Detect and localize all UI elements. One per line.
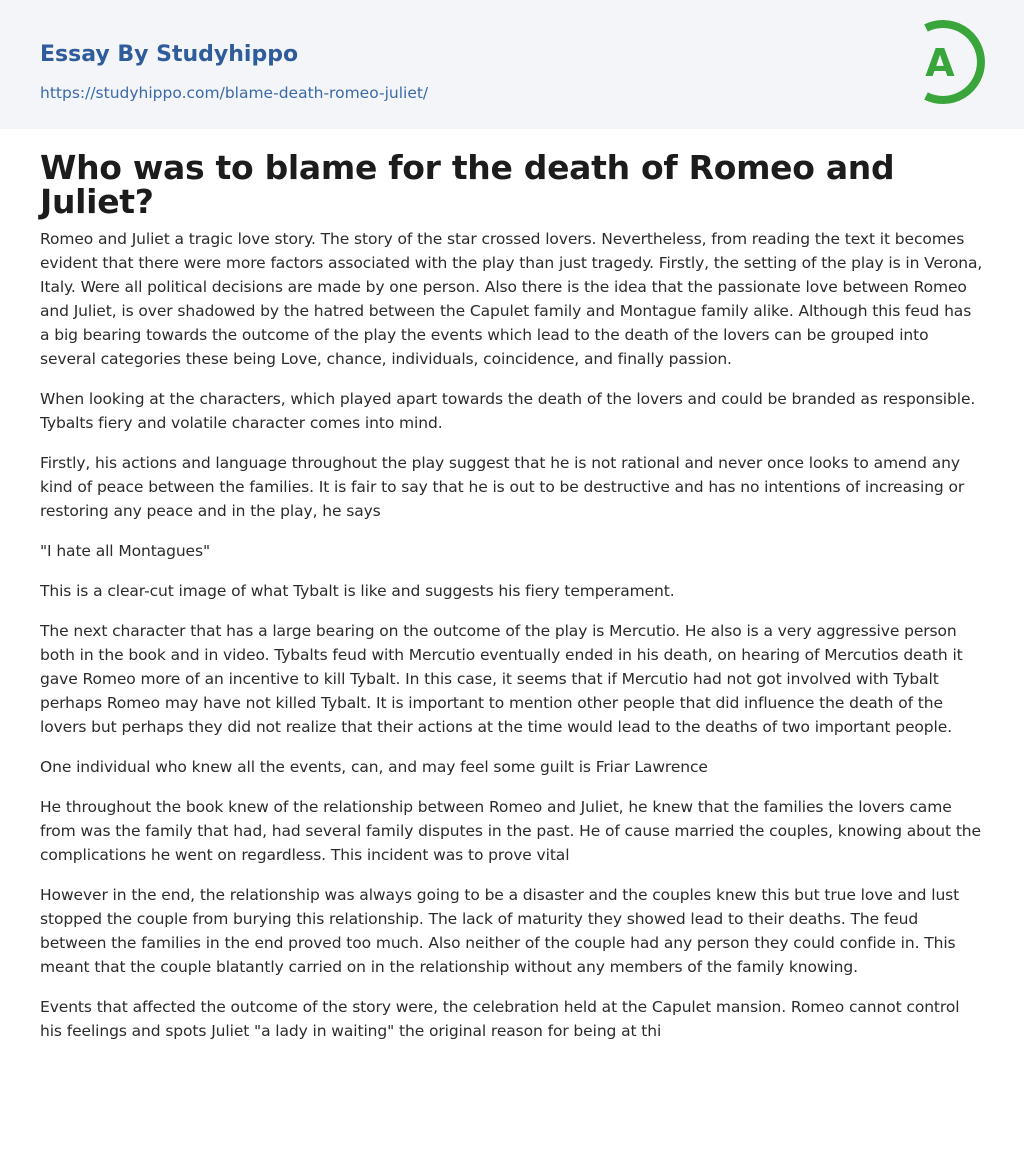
paragraph: This is a clear-cut image of what Tybalt is like and suggests his fiery temperament. [40,582,675,600]
quote-paragraph: "I hate all Montagues" [40,542,210,560]
article [0,148,1024,1043]
page-header [0,0,1024,129]
brand-title: Essay By Studyhippo [40,42,299,67]
paragraph: When looking at the characters, which played apart towards the death of the lovers and could be branded as responsible. Tybalts fiery and volatile character comes into mind. [40,390,976,432]
article-title: Who was to blame for the death of Romeo and Juliet? [40,148,895,221]
logo-letter: A [925,41,955,85]
paragraph: Events that affected the outcome of the story were, the celebration held at the Capulet mansion. Romeo cannot control his feelings and spots Juliet "a lady in waiting" the original reason for being at thi [40,998,960,1040]
paragraph: One individual who knew all the events, can, and may feel some guilt is Friar Lawrence [40,758,708,776]
paragraph: However in the end, the relationship was always going to be a disaster and the couples knew this but true love and lust stopped the couple from burying this relationship. The lack of maturity they showed lead to their deaths. The feud between the families in the end proved too much. Also neither of the couple had any person they could confide in. This meant that the couple blatantly carried on in the relationship without any members of the family knowing. [40,886,960,976]
paragraph: Firstly, his actions and language throughout the play suggest that he is not rational and never once looks to amend any kind of peace between the families. It is fair to say that he is out to be destructive and has no intentions of increasing or restoring any peace and in the play, he says [40,454,965,520]
paragraph: He throughout the book knew of the relationship between Romeo and Juliet, he knew that the families the lovers came from was the family that had, had several family disputes in the past. He of cause married the couples, knowing about the complications he went on regardless. This incident was to prove vital [40,798,981,864]
studyhippo-logo-icon[interactable] [912,18,988,106]
paragraph: Romeo and Juliet a tragic love story. The story of the star crossed lovers. Nevertheless, from reading the text it becomes evident that there were more factors associated with the play than just tragedy. Firstly, the setting of the play is in Verona, Italy. Were all political decisions are made by one person. Also there is the idea that the passionate love between Romeo and Juliet, is over shadowed by the hatred between the Capulet family and Montague family alike. Although this feud has a big bearing towards the outcome of the play the events which lead to the death of the lovers can be grouped into several categories these being Love, chance, individuals, coincidence, and finally passion. [40,230,983,368]
paragraph: The next character that has a large bearing on the outcome of the play is Mercutio. He also is a very aggressive person both in the book and in video. Tybalts feud with Mercutio eventually ended in his death, on hearing of Mercutios death it gave Romeo more of an incentive to kill Tybalt. In this case, it seems that if Mercutio had not got involved with Tybalt perhaps Romeo may have not killed Tybalt. It is important to mention other people that did influence the death of the lovers but perhaps they did not realize that their actions at the time would lead to the deaths of two important people. [40,622,963,736]
source-url-link[interactable]: https://studyhippo.com/blame-death-romeo-juliet/ [40,84,429,102]
